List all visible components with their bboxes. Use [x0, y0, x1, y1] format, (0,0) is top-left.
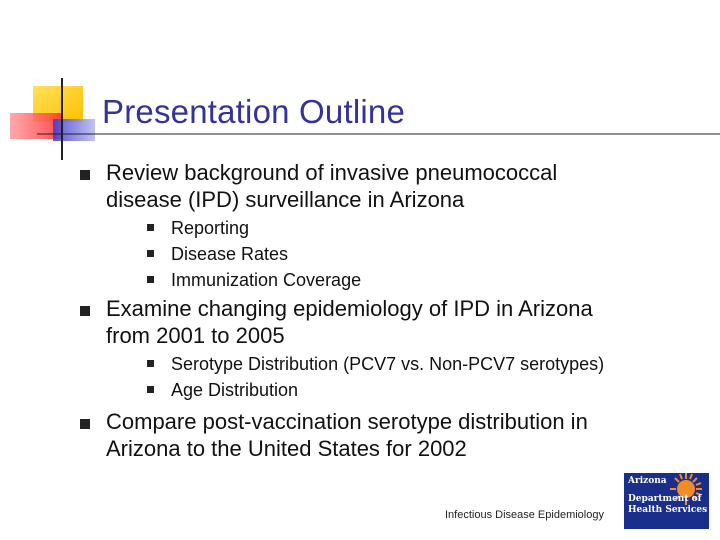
sub-bullet-marker: [147, 276, 154, 283]
logo-text: [628, 476, 707, 516]
sub-bullet-marker: [147, 250, 154, 257]
logo-line-3: Health Services: [628, 505, 708, 515]
slide-title: Presentation Outline: [102, 93, 406, 130]
bullet-2-line-1: Examine changing epidemiology of IPD in Arizona: [106, 296, 593, 321]
sub-bullet-age-distribution: Age Distribution: [171, 380, 299, 400]
logo-line-1: Arizona: [628, 476, 667, 486]
footer-text: Infectious Disease Epidemiology: [445, 509, 604, 521]
sub-bullet-marker: [147, 224, 154, 231]
bullet-3-line-2: Arizona to the United States for 2002: [106, 436, 467, 461]
adhs-logo: [624, 473, 709, 529]
sub-bullet-serotype-distribution: Serotype Distribution (PCV7 vs. Non-PCV7 serotypes): [171, 354, 605, 374]
bullet-marker: [80, 419, 90, 429]
sub-bullet-marker: [147, 360, 154, 367]
bullet-1-line-2: disease (IPD) surveillance in Arizona: [106, 187, 465, 212]
decorative-corner-graphic: [0, 0, 720, 170]
sub-bullet-marker: [147, 386, 154, 393]
sub-bullet-immunization-coverage: Immunization Coverage: [171, 270, 362, 290]
bullet-2-line-2: from 2001 to 2005: [106, 323, 285, 348]
logo-line-2: Department of: [628, 494, 702, 504]
bullet-1-line-1: Review background of invasive pneumococcal: [106, 160, 558, 185]
bullet-marker: [80, 170, 90, 180]
sub-bullet-disease-rates: Disease Rates: [171, 244, 289, 264]
bullet-3-line-1: Compare post-vaccination serotype distribution in: [106, 409, 588, 434]
bullet-marker: [80, 306, 90, 316]
sub-bullet-reporting: Reporting: [171, 218, 250, 238]
